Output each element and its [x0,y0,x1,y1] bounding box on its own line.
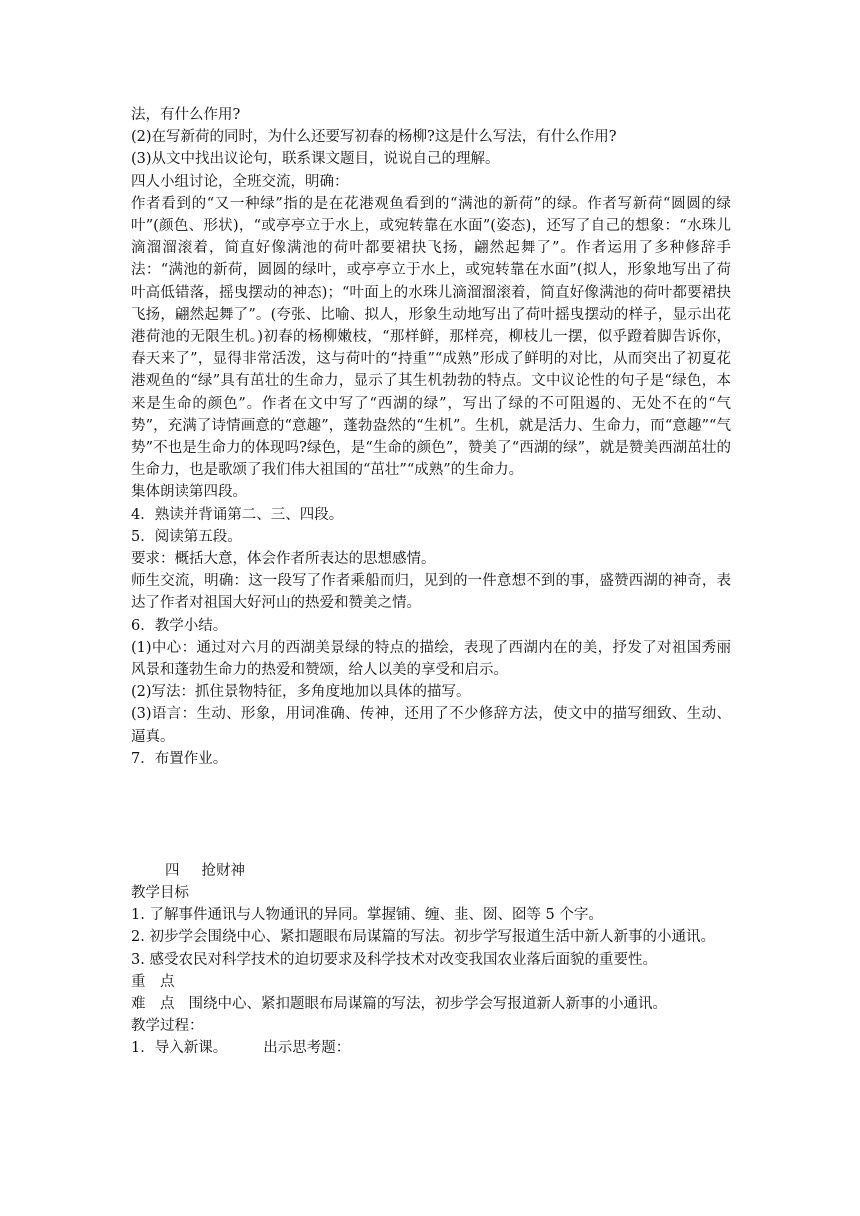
step-label: 1．导入新课。 [131,1040,228,1057]
text-line: 法，有什么作用? [131,107,241,123]
text-line: 要求：概括大意，体会作者所表达的思想感情。 [131,550,436,567]
summary-center: (1)中心：通过对六月的西湖美景绿的特点的描绘，表现了西湖内在的美，抒发了对祖国秀丽风景和蓬勃生命力的热爱和赞颂，给人以美的享受和启示。 [131,639,731,678]
objective-item: 1. 了解事件通讯与人物通讯的异同。掌握铺、缠、韭、圀、囵等 5 个字。 [131,907,603,924]
text-line: 集体朗读第四段。 [131,484,247,501]
text-line: 四人小组讨论，全班交流，明确： [131,173,349,190]
lesson-name: 抢财神 [201,862,245,879]
analysis-paragraph: 作者看到的“又一种绿”指的是在花港观鱼看到的“满池的新荷”的绿。作者写新荷“圆圆的绿叶”(颜色、形状)，“或亭亭立于水上，或宛转靠在水面”(姿态)，还写了自己的想象：“水珠儿滴溜溜滚着，简直好像满池的荷叶都要裙抉飞扬，翩然起舞了”。作者运用了多种修辞手法：“满池的新荷，圆圆的绿叶，或亭亭立于水上，或宛转靠在水面”(拟人，形象地写出了荷叶高低错落，摇曳摆动的神态)；“叶面上的水珠儿滴溜溜滚着，简直好像满池的荷叶都要裙抉飞扬，翩然起舞了”。(夸张、比喻、拟人，形象生动地写出了荷叶摇曳摆动的样子，显示出花港荷池的无限生机。)初春的杨柳嫩枝，“那样鲜，那样亮，柳枝儿一摆，似乎蹬着脚告诉你，春天来了”，显得非常活泼，这与荷叶的“持重”“成熟”形成了鲜明的对比，从而突出了初夏花港观鱼的“绿”具有茁壮的生命力，显示了其生机勃勃的特点。文中议论性的句子是“绿色，本来是生命的颜色”。作者在文中写了“西湖的绿”，写出了绿的不可阻遏的、无处不在的“气势”，充满了诗情画意的“意趣”，蓬勃盎然的“生机”。生机，就是活力、生命力，而“意趣”“气势”不也是生命力的体现吗?绿色，是“生命的颜色”，赞美了“西湖的绿”，就是赞美西湖茁壮的生命力，也是歌颂了我们伟大祖国的“茁壮”“成熟”的生命力。 [131,195,731,479]
step-line [131,1037,731,1059]
objective-item: 2. 初步学会围绕中心、紧扣题眼布局谋篇的写法。初步学写报道生活中新人新事的小通讯。 [131,929,715,946]
summary-method: (2)写法：抓住景物特征，多角度地加以具体的描写。 [131,684,471,701]
difficulty-line [131,993,731,1015]
text-line: (2)在写新荷的同时，为什么还要写初春的杨柳?这是什么写法，有什么作用? [131,129,617,146]
objective-item: 3. 感受农民对科学技术的迫切要求及科学技术对改变我国农业落后面貌的重要性。 [131,951,657,968]
process-heading: 教学过程： [131,1018,204,1035]
summary-language: (3)语言：生动、形象，用词准确、传神，还用了不少修辞方法，使文中的描写细致、生动、逼真。 [131,706,731,745]
text-line: 4．熟读并背诵第二、三、四段。 [131,506,344,523]
document-page [131,104,731,1060]
lesson-number: 四 [165,862,180,879]
objectives-heading: 教学目标 [131,885,189,902]
text-line: (3)从文中找出议论句，联系课文题目，说说自己的理解。 [131,151,500,168]
text-line: 5．阅读第五段。 [131,528,242,545]
key-point-label: 重 点 [131,973,175,990]
difficulty-label: 难 点 [131,996,175,1013]
homework-line: 7．布置作业。 [131,750,228,767]
teacher-paragraph: 师生交流，明确：这一段写了作者乘船而归，见到的一件意想不到的事，盛赞西湖的神奇，表达了作者对祖国大好河山的热爱和赞美之情。 [131,573,731,612]
section-gap [131,770,731,860]
difficulty-text: 围绕中心、紧扣题眼布局谋篇的写法，初步学会写报道新人新事的小通讯。 [188,996,667,1013]
summary-heading: 6．教学小结。 [131,617,228,634]
lesson-title [131,860,731,882]
step-text: 出示思考题： [263,1040,351,1057]
